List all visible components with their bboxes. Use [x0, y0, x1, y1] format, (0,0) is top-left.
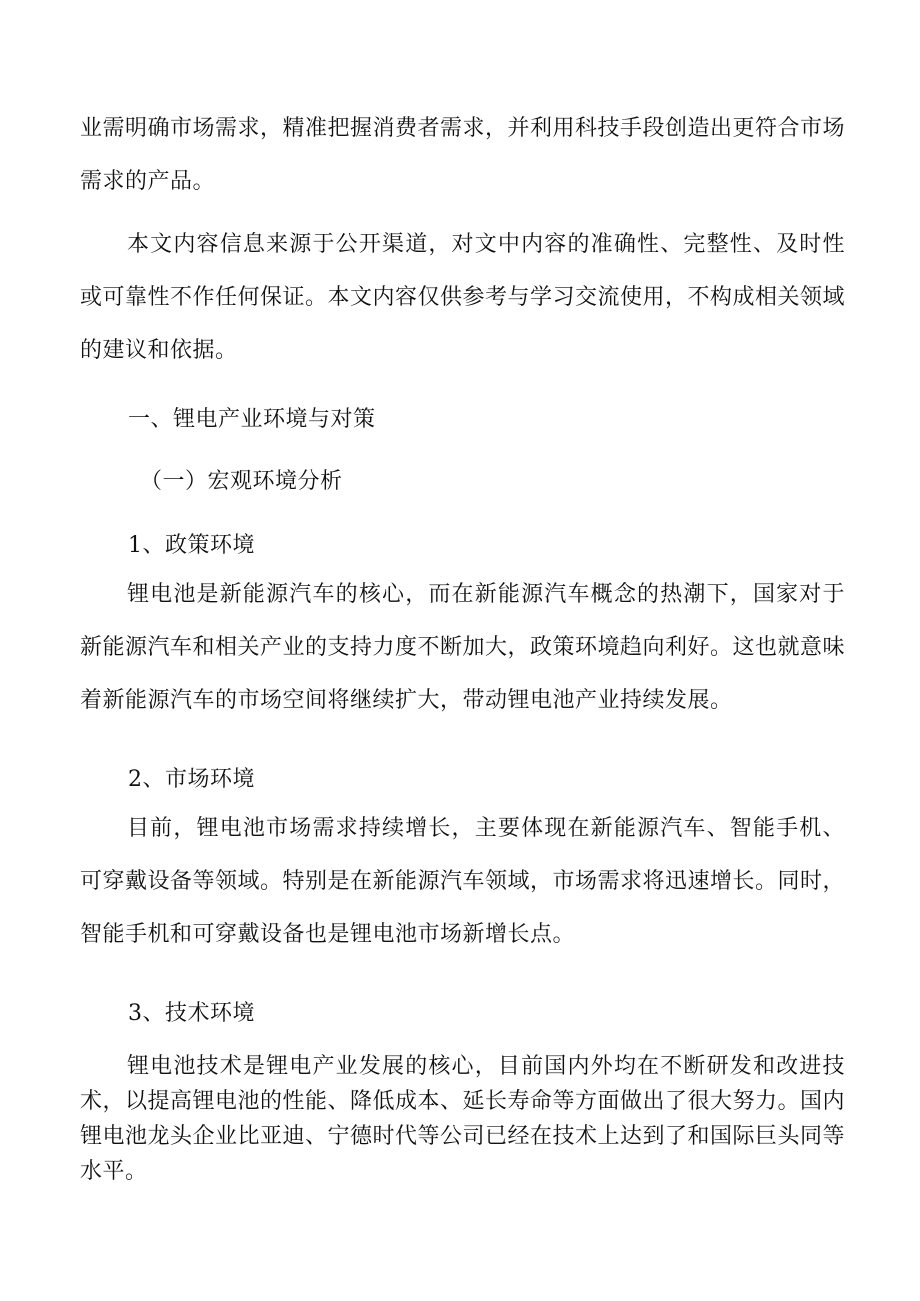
heading-policy-environment: 1、政策环境: [128, 533, 255, 558]
paragraph-market-environment: 目前，锂电池市场需求持续增长，主要体现在新能源汽车、智能手机、可穿戴设备等领域。特别是在新能源汽车领域，市场需求将迅速增长。同时，智能手机和可穿戴设备也是锂电池市场新增长点。: [80, 816, 846, 947]
paragraph-policy-environment: 锂电池是新能源汽车的核心，而在新能源汽车概念的热潮下，国家对于新能源汽车和相关产业的支持力度不断加大，政策环境趋向利好。这也就意味着新能源汽车的市场空间将继续扩大，带动锂电池产业持续发展。: [80, 582, 846, 713]
heading-section-1: 一、锂电产业环境与对策: [128, 407, 376, 432]
heading-technology-environment: 3、技术环境: [128, 1001, 255, 1026]
paragraph-intro-continuation: 业需明确市场需求，精准把握消费者需求，并利用科技手段创造出更符合市场需求的产品。: [80, 116, 846, 194]
heading-market-environment: 2、市场环境: [128, 767, 255, 792]
heading-subsection-1: （一）宏观环境分析: [140, 469, 343, 494]
paragraph-disclaimer: 本文内容信息来源于公开渠道，对文中内容的准确性、完整性、及时性或可靠性不作任何保证。本文内容仅供参考与学习交流使用，不构成相关领域的建议和依据。: [80, 232, 846, 363]
paragraph-technology-environment: 锂电池技术是锂电产业发展的核心，目前国内外均在不断研发和改进技术，以提高锂电池的性能、降低成本、延长寿命等方面做出了很大努力。国内锂电池龙头企业比亚迪、宁德时代等公司已经在技术上达到了和国际巨头同等水平。: [80, 1054, 846, 1184]
